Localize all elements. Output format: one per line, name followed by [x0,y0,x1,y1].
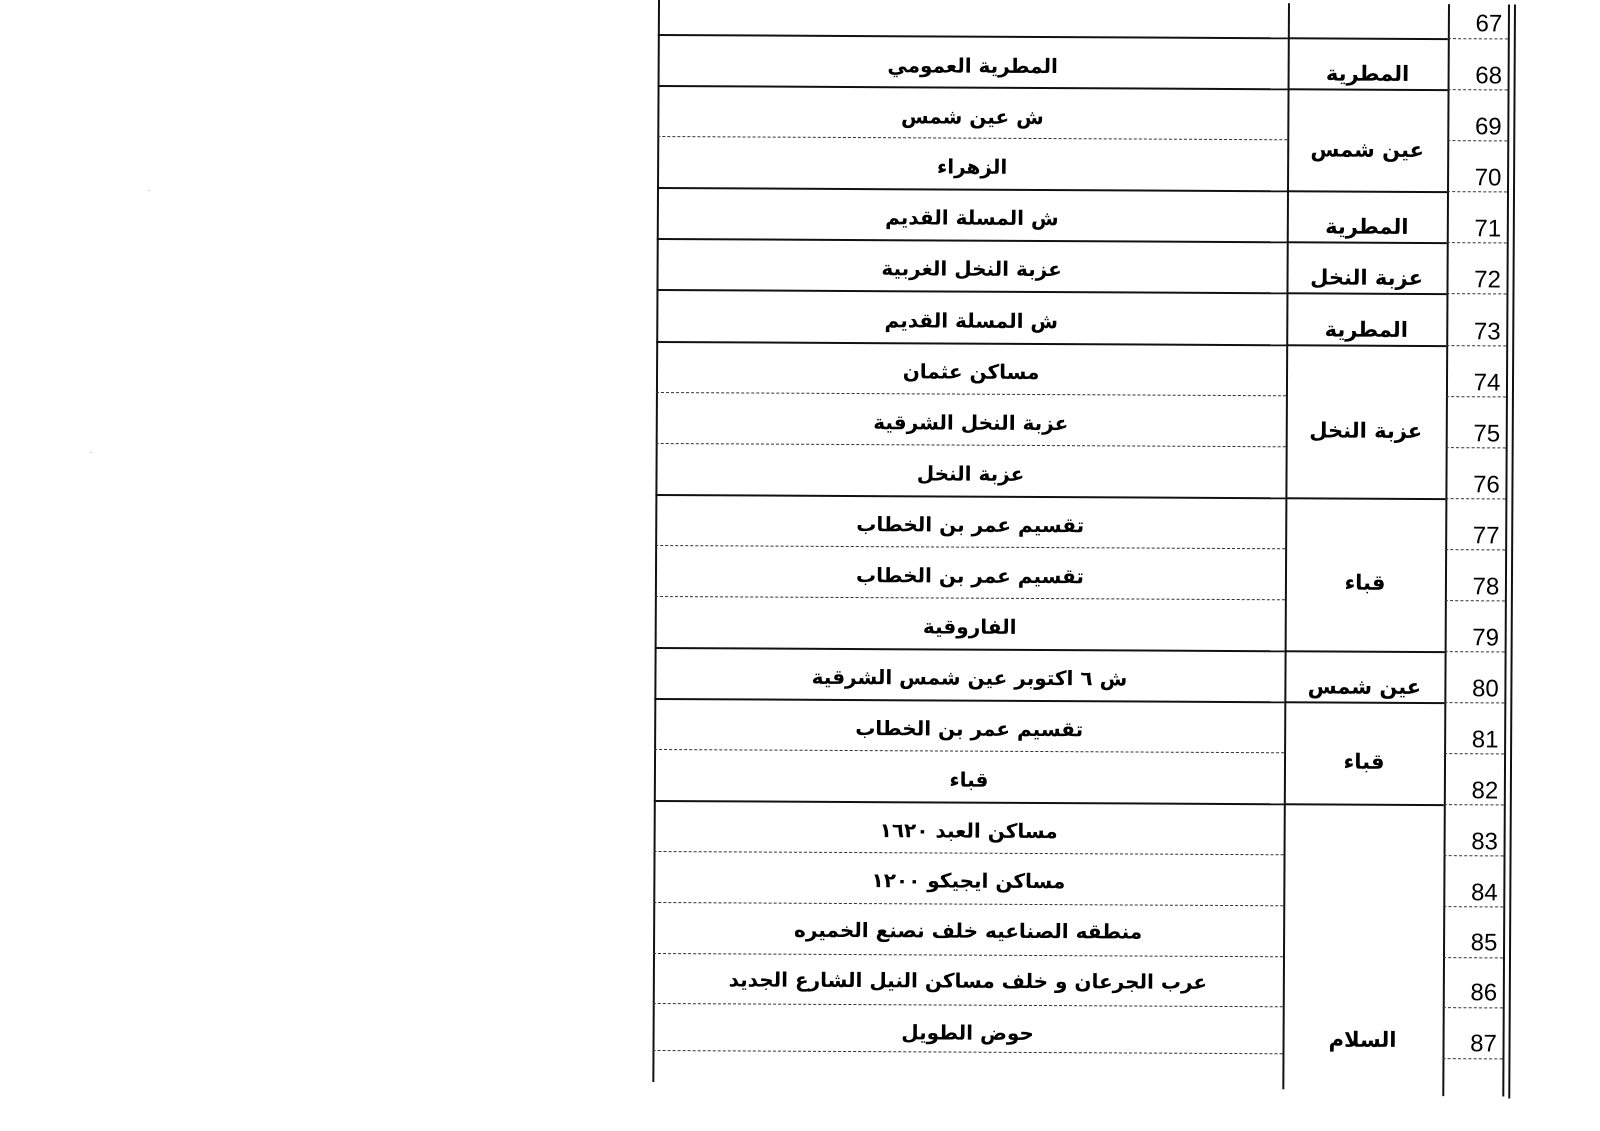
area-cell: عزبة النخل [1310,265,1424,291]
row-divider [657,136,1287,140]
area-cell: قباء [1343,749,1385,774]
row-divider [653,902,1283,906]
place-cell: الزهراء [936,154,1008,179]
area-cell: عين شمس [1310,137,1425,163]
area-cell: المطرية [1325,61,1410,86]
row-divider [656,289,1286,294]
row-divider [656,341,1286,346]
row-number: 76 [1473,471,1500,499]
place-cell: تقسيم عمر بن الخطاب [855,563,1084,589]
row-divider [657,187,1287,192]
row-divider [656,443,1286,447]
row-number: 82 [1471,777,1499,805]
place-cell: الفاروقية [922,614,1017,639]
row-number: 77 [1472,522,1500,550]
place-cell: حوض الطويل [901,1020,1034,1045]
place-cell [658,4,1288,7]
row-divider [654,851,1284,855]
area-group-divider [1288,88,1448,91]
area-cell: المطرية [1325,214,1409,239]
scan-speck [148,190,150,191]
area-group-divider [1286,292,1446,295]
place-cell: ش المسلة القديم [885,205,1059,231]
row-number: 80 [1471,675,1499,703]
row-divider [655,647,1285,652]
row-divider [654,698,1284,703]
place-cell: ش المسلة القديم [884,308,1059,334]
place-cell: تقسيم عمر بن الخطاب [855,716,1084,742]
place-cell: مساكن عثمان [902,359,1040,385]
area-cell: عزبة النخل [1309,418,1423,444]
row-number: 75 [1473,420,1501,448]
row-divider [652,1050,1282,1054]
scan-speck [90,452,92,453]
row-divider [655,494,1285,499]
place-cell: مساكن العبد ١٦٢٠ [879,818,1058,844]
row-number: 67 [1475,10,1503,38]
row-divider [657,238,1287,243]
places-table [652,0,1520,1099]
row-divider [654,749,1284,753]
area-group-divider [1287,241,1447,244]
row-divider [655,596,1285,600]
row-number: 79 [1472,624,1500,652]
place-cell: عزبة النخل [916,461,1025,486]
row-divider [653,1003,1283,1007]
row-divider [658,85,1288,90]
row-number: 70 [1474,164,1502,192]
row-number: 68 [1475,62,1503,90]
row-divider [654,800,1284,805]
row-number: 72 [1474,266,1501,294]
area-cell: السلام [1328,1027,1397,1052]
area-cell: قباء [1344,570,1386,595]
area-group-divider [1285,650,1445,653]
place-cell: عرب الجرعان و خلف مساكن النيل الشارع الجديد [728,967,1208,994]
area-cell: عين شمس [1307,674,1422,700]
row-number: 69 [1474,113,1502,141]
row-number: 86 [1470,979,1498,1007]
row-divider [653,953,1283,957]
row-number: 83 [1471,828,1499,856]
row-number: 87 [1470,1030,1497,1058]
area-group-divider [1284,803,1444,806]
area-group-divider [1284,701,1444,704]
row-number: 84 [1470,879,1498,907]
place-cell: مساكن ايجيكو ١٢٠٠ [871,868,1066,894]
row-number: 85 [1470,929,1498,957]
row-divider [658,34,1288,39]
row-number: 78 [1472,573,1500,601]
area-group-divider [1287,190,1447,193]
area-group-divider [1286,344,1446,347]
row-number: 74 [1473,369,1501,397]
place-cell: ش عين شمس [900,104,1044,130]
row-number: 71 [1474,215,1502,243]
area-group-divider [1285,497,1445,500]
place-cell: المطرية العمومي [887,53,1058,79]
row-divider [656,392,1286,396]
place-cell: عزبة النخل الشرقية [873,410,1069,436]
area-cell: المطرية [1324,317,1409,342]
place-cell: قباء [949,767,989,792]
place-cell: ش ٦ اكتوبر عين شمس الشرقية [811,664,1128,691]
row-number: 73 [1473,318,1501,346]
row-number: 81 [1471,726,1499,754]
place-cell: منطقه الصناعيه خلف نصنع الخميره [793,917,1143,944]
area-group-divider [1288,37,1448,40]
place-cell: عزبة النخل الغربية [881,256,1062,282]
place-cell: تقسيم عمر بن الخطاب [856,512,1085,538]
row-divider [655,545,1285,549]
